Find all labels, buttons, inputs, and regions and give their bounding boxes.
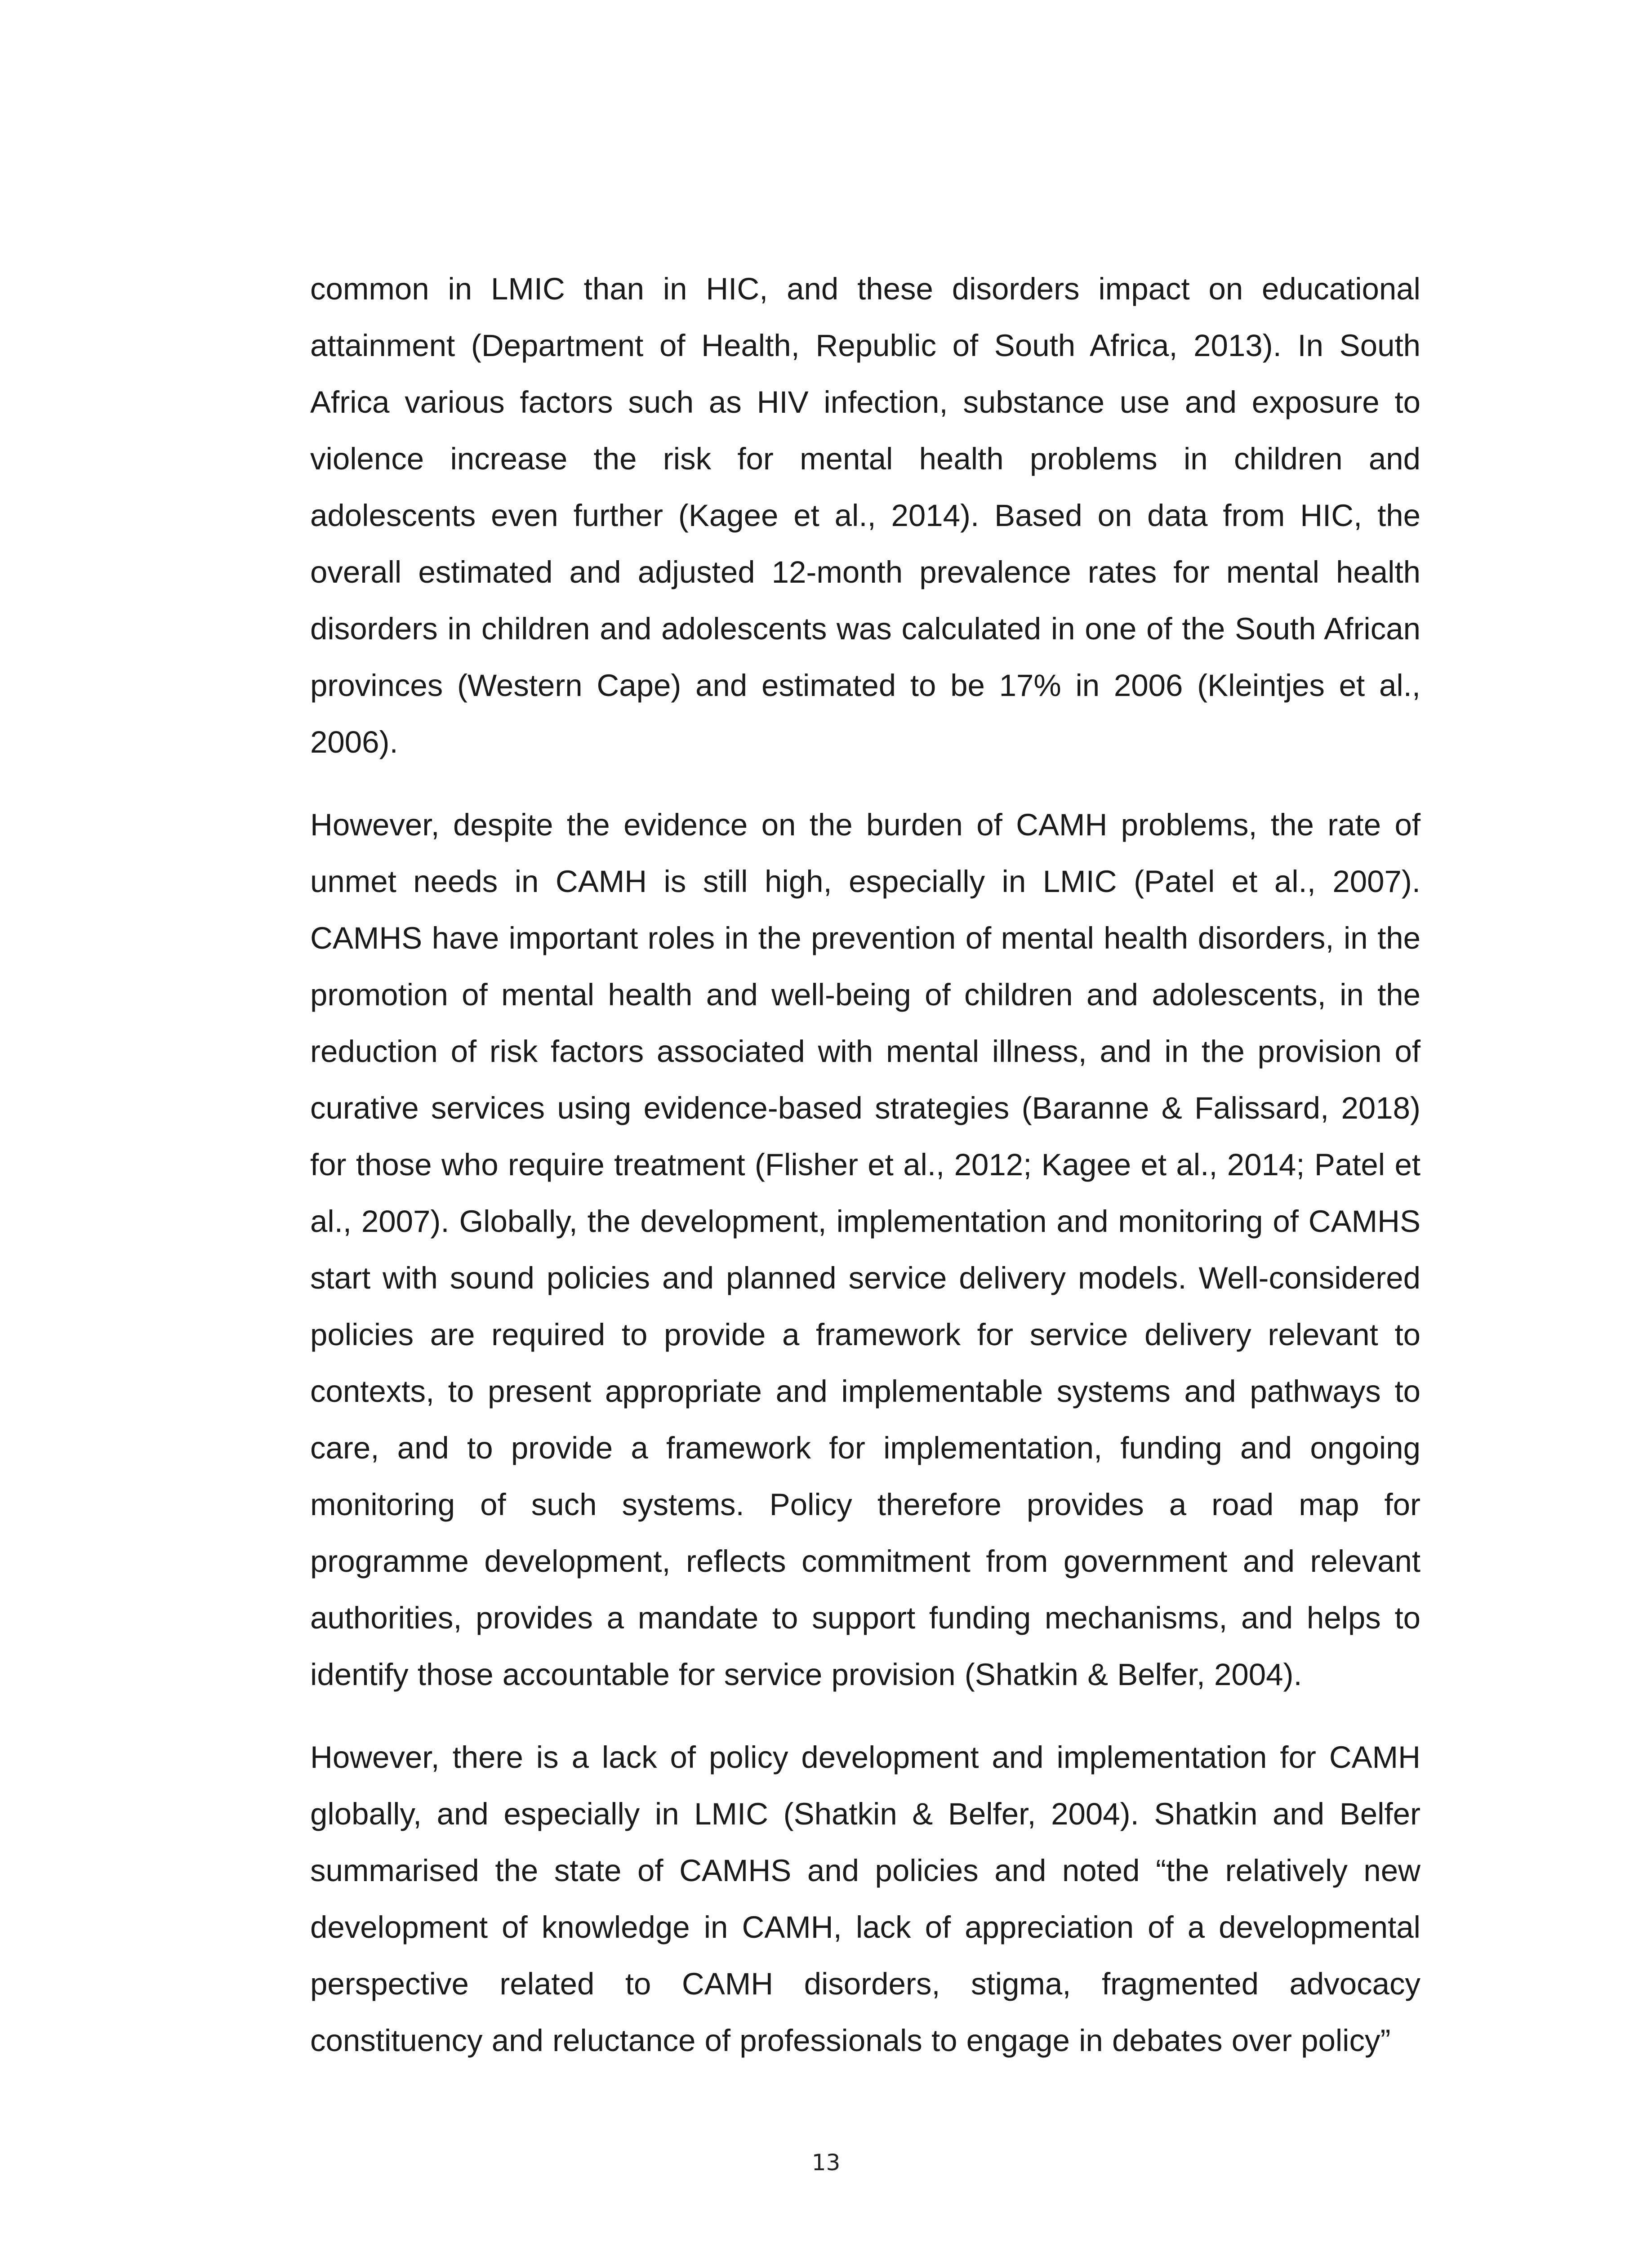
paragraph-2: However, despite the evidence on the burden of CAMH problems, the rate of unmet needs in CAMH is still high, especially in LMIC (Patel et al., 2007). CAMHS have important roles in the prevention of mental health disorders, in the promotion of mental health and well-being of children and adolescents, in the reduction of risk factors associated with mental illness, and in the provision of curative services using evidence-based strategies (Baranne & Falissard, 2018) for those who require treatment (Flisher et al., 2012; Kagee et al., 2014; Patel et al., 2007). Globally, the development, implementation and monitoring of CAMHS start with sound policies and planned service delivery models. Well-considered policies are required to provide a framework for service delivery relevant to contexts, to present appropriate and implementable systems and pathways to care, and to provide a framework for implementation, funding and ongoing monitoring of such systems. Policy therefore provides a road map for programme development, reflects commitment from government and relevant authorities, provides a mandate to support funding mechanisms, and helps to identify those accountable for service provision (Shatkin & Belfer, 2004).	[310, 807, 1420, 1692]
paragraph-1: common in LMIC than in HIC, and these disorders impact on educational attainment (Department of Health, Republic of South Africa, 2013). In South Africa various factors such as HIV infection, substance use and exposure to violence increase the risk for mental health problems in children and adolescents even further (Kagee et al., 2014). Based on data from HIC, the overall estimated and adjusted 12-month prevalence rates for mental health disorders in children and adolescents was calculated in one of the South African provinces (Western Cape) and estimated to be 17% in 2006 (Kleintjes et al., 2006).	[310, 272, 1420, 759]
page-number: 13	[811, 2150, 841, 2176]
body-text	[310, 261, 1420, 2069]
paragraph-3: However, there is a lack of policy development and implementation for CAMH globally, and especially in LMIC (Shatkin & Belfer, 2004). Shatkin and Belfer summarised the state of CAMHS and policies and noted “the relatively new development of knowledge in CAMH, lack of appreciation of a developmental perspective related to CAMH disorders, stigma, fragmented advocacy constituency and reluctance of professionals to engage in debates over policy”	[310, 1740, 1420, 2058]
